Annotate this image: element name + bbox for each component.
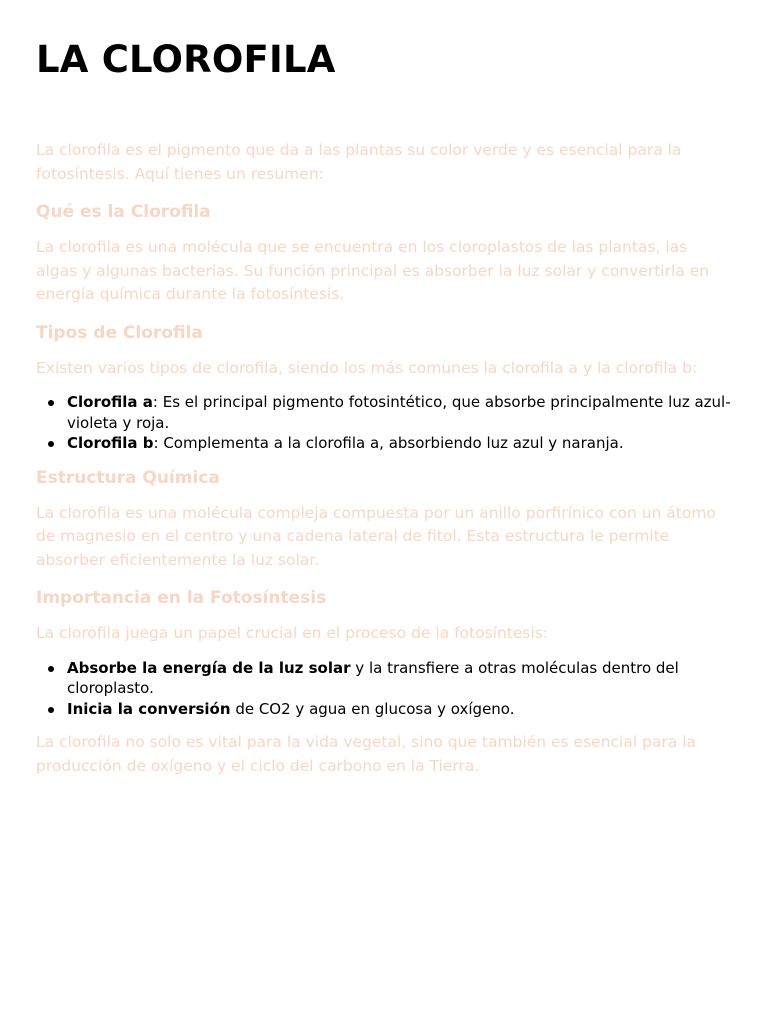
bullet-dot-icon <box>48 707 54 713</box>
bullet-text: : Es el principal pigmento fotosintético, que absorbe principalmente luz azul-violeta y roja. <box>67 393 731 432</box>
section-heading-tipos: Tipos de Clorofila <box>36 322 203 343</box>
list-item <box>36 699 732 720</box>
bullet-text: y la transfiere a otras moléculas dentro del cloroplasto. <box>67 658 679 697</box>
list-item <box>36 433 732 454</box>
intro-paragraph: La clorofila es el pigmento que da a las plantas su color verde y es esencial para la fotosíntesis. Aquí tienes un resumen: <box>36 141 682 183</box>
section-heading-estructura: Estructura Química <box>36 467 220 488</box>
bullet-bold-label: Clorofila b <box>67 434 154 452</box>
bullet-bold-label: Clorofila a <box>67 393 153 411</box>
section-text-que-es: La clorofila es una molécula que se encuentra en los cloroplastos de las plantas, las algas y algunas bacterias. Su función principal es absorber la luz solar y convertirla en energía química durante la fotosíntesis. <box>36 238 710 303</box>
section-text-estructura: La clorofila es una molécula compleja compuesta por un anillo porfirínico con un átomo de magnesio en el centro y una cadena lateral de fitol. Esta estructura le permite absorber eficientemente la luz solar. <box>36 503 716 569</box>
list-item <box>36 658 732 699</box>
bullet-text: : Complementa a la clorofila a, absorbiendo luz azul y naranja. <box>153 434 624 452</box>
page-title: LA CLOROFILA <box>36 38 336 81</box>
tipos-bullet-list <box>36 392 732 454</box>
conclusion-paragraph: La clorofila no solo es vital para la vida vegetal, sino que también es esencial para la producción de oxígeno y el ciclo del carbono en la Tierra. <box>36 733 697 775</box>
list-item <box>36 392 732 433</box>
bullet-dot-icon <box>48 400 54 406</box>
bullet-bold-label: Absorbe la energía de la luz solar <box>67 658 351 677</box>
section-text-tipos: Existen varios tipos de clorofila, siendo los más comunes la clorofila a y la clorofila b: <box>36 358 698 377</box>
bullet-bold-label: Inicia la conversión <box>67 699 231 718</box>
bullet-dot-icon <box>48 441 54 447</box>
section-text-importancia: La clorofila juega un papel crucial en el proceso de la fotosíntesis: <box>36 624 549 642</box>
importancia-bullet-list <box>36 658 732 720</box>
bullet-text: de CO2 y agua en glucosa y oxígeno. <box>230 699 515 718</box>
section-heading-importancia: Importancia en la Fotosíntesis <box>36 588 327 608</box>
bullet-dot-icon <box>48 666 54 672</box>
section-heading-que-es: Qué es la Clorofila <box>36 202 211 222</box>
